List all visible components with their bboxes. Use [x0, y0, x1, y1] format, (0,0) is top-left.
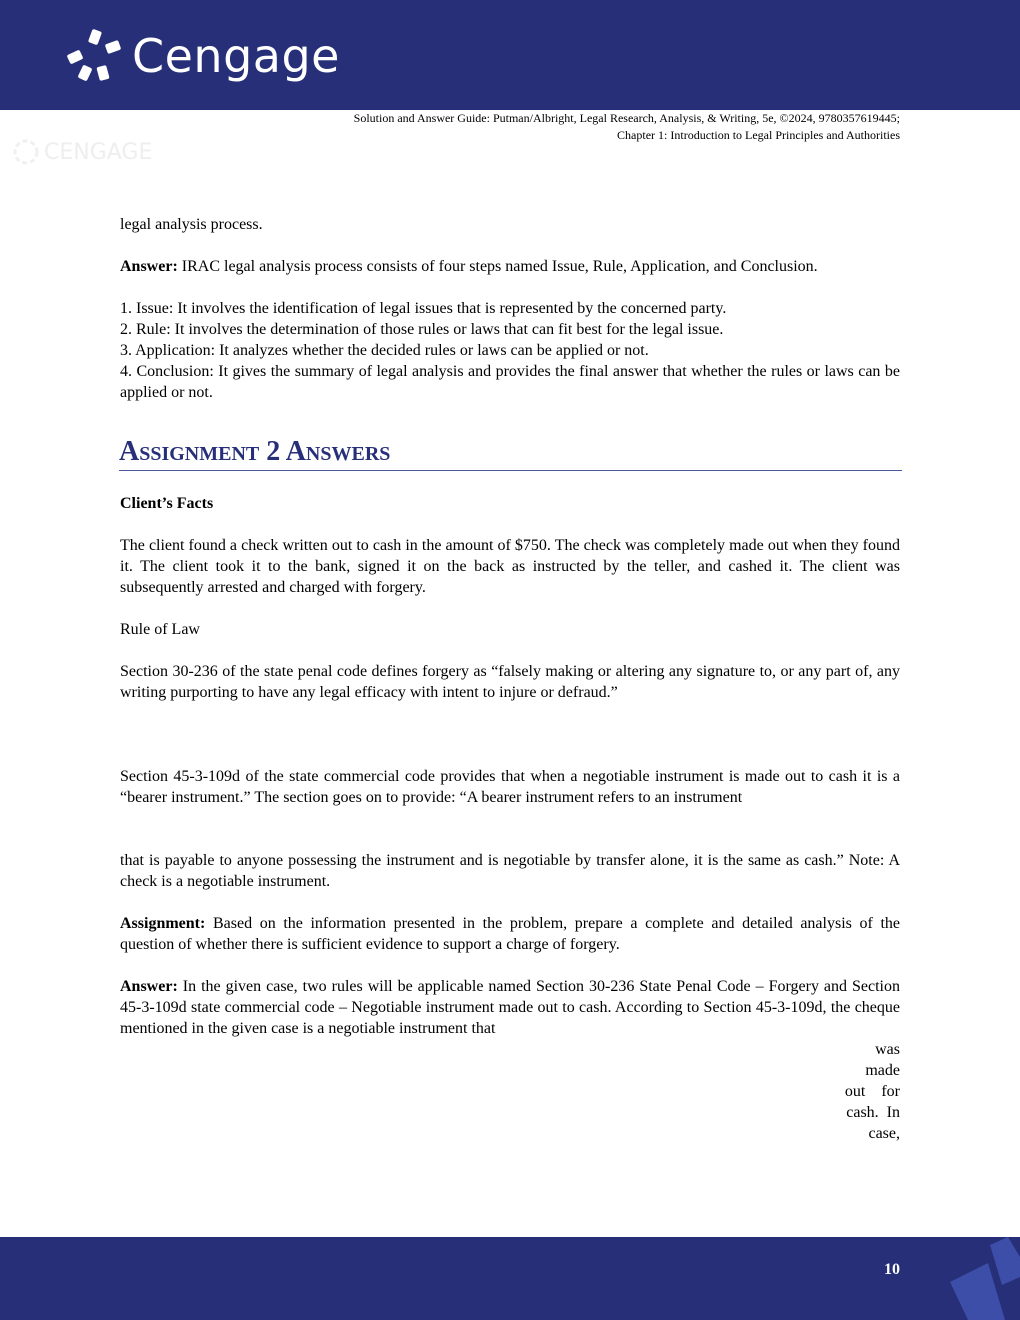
running-head-line1: Solution and Answer Guide: Putman/Albright, Legal Research, Analysis, & Writing, 5e, ©2024, 9780357619445; — [353, 111, 900, 125]
answer-2-tail-line: out for — [844, 1083, 900, 1100]
intro-text: legal analysis process. — [120, 216, 263, 233]
section-45-3-109d-text-part2: that is payable to anyone possessing the instrument and is negotiable by transfer alone, it is the same as cash.” Note: A check is a negotiable instrument. — [120, 852, 900, 890]
irac-item: 2. Rule: It involves the determination of those rules or laws that can fit best for the legal issue. — [120, 321, 724, 338]
page-number: 10 — [884, 1261, 900, 1278]
client-facts-heading-text: Client’s Facts — [120, 495, 214, 512]
page-content — [120, 214, 900, 1144]
answer-2-tail-line: case, — [868, 1125, 900, 1142]
answer-1-label: Answer: — [120, 258, 178, 275]
footer-logo-mark-icon — [950, 1237, 1020, 1320]
irac-item: 1. Issue: It involves the identification of legal issues that is represented by the concerned party. — [120, 300, 727, 317]
client-facts-heading — [120, 493, 900, 514]
section-45-3-109d-text-part1: Section 45-3-109d of the state commercial code provides that when a negotiable instrument is made out to cash it is a “bearer instrument.” The section goes on to provide: “A bearer instrument refers to an instrument — [120, 768, 900, 806]
cengage-logo — [66, 28, 340, 84]
header-band — [0, 0, 1020, 110]
answer-2-paragraph — [120, 976, 900, 1039]
irac-item: 4. Conclusion: It gives the summary of legal analysis and provides the final answer that whether the rules or laws can be applied or not. — [120, 363, 900, 401]
answer-2-tail — [120, 1039, 900, 1144]
client-facts-text: The client found a check written out to cash in the amount of $750. The check was completely made out when they found it. The client took it to the bank, signed it on the back as instructed by the teller, and cashed it. The client was subsequently arrested and charged with forgery. — [120, 537, 900, 596]
answer-2-tail-line: made — [865, 1062, 900, 1079]
assignment-paragraph — [120, 913, 900, 955]
cengage-logo-icon — [66, 28, 124, 84]
watermark-logo-icon — [12, 138, 40, 166]
watermark-text: CENGAGE — [44, 139, 153, 165]
answer-2-tail-line: was — [875, 1041, 900, 1058]
answer-2-text: In the given case, two rules will be applicable named Section 30-236 State Penal Code – Forgery and Section 45-3-109d state commercial code – Negotiable instrument made out to cash. According to Section 45-3-109d, the cheque mentioned in the given case is a negotiable instrument that — [120, 978, 900, 1037]
answer-1-text: IRAC legal analysis process consists of four steps named Issue, Rule, Application, and Conclusion. — [177, 258, 818, 275]
footer-band — [0, 1237, 1020, 1320]
running-head-line2: Chapter 1: Introduction to Legal Principles and Authorities — [617, 128, 900, 142]
running-head — [354, 110, 900, 144]
irac-item: 3. Application: It analyzes whether the decided rules or laws can be applied or not. — [120, 342, 649, 359]
section-30-236-text: Section 30-236 of the state penal code defines forgery as “falsely making or altering any signature to, or any part of, any writing purporting to have any legal efficacy with intent to injure or defraud.” — [120, 663, 900, 701]
section-heading: Assignment 2 Answers — [119, 436, 902, 471]
logo-text: Cengage — [132, 29, 340, 83]
answer-1-paragraph — [120, 256, 900, 277]
rule-of-law-heading: Rule of Law — [120, 621, 200, 638]
assignment-label: Assignment: — [120, 915, 206, 932]
answer-2-tail-line: cash. In — [846, 1104, 900, 1121]
assignment-text: Based on the information presented in the problem, prepare a complete and detailed analysis of the question of whether there is sufficient evidence to support a charge of forgery. — [120, 915, 900, 953]
answer-2-label: Answer: — [120, 978, 178, 995]
watermark-logo — [12, 138, 152, 166]
